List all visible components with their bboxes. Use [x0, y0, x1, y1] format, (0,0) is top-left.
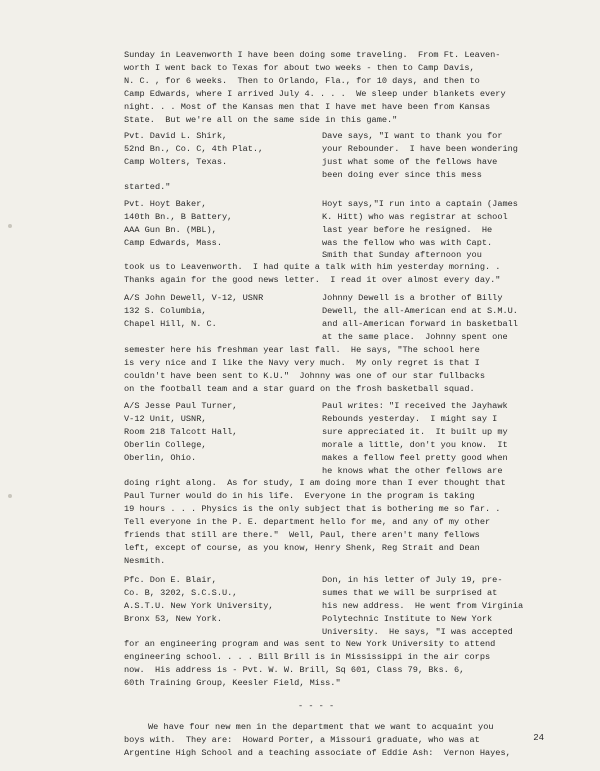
text-line: We have four new men in the department that we want to acquaint you [148, 722, 494, 732]
quote-line: at the same place. Johnny spent one [322, 332, 508, 342]
text-line: now. His address is - Pvt. W. W. Brill, Sq 601, Class 79, Bks. 6, [124, 665, 465, 675]
address-line: A/S Jesse Paul Turner, [124, 401, 238, 411]
text-line: State. But we're all on the same side in this game." [124, 115, 398, 125]
text-line: engineering school. . . . Bill Brill is in Mississippi in the air corps [124, 652, 491, 662]
page-number: 24 [533, 733, 544, 743]
quote-line: K. Hitt) who was registrar at school [322, 212, 508, 222]
text-line: boys with. They are: Howard Porter, a Missouri graduate, who was at [124, 735, 480, 745]
address-line: Camp Wolters, Texas. [124, 157, 228, 167]
text-line: for an engineering program and was sent to New York University to attend [124, 639, 496, 649]
quote-line: Hoyt says,"I run into a captain (James [322, 199, 518, 209]
quote-line: Paul writes: "I received the Jayhawk [322, 401, 508, 411]
quote-line: University. He says, "I was accepted [322, 627, 513, 637]
address-line: Room 218 Talcott Hall, [124, 427, 238, 437]
text-line: Argentine High School and a teaching associate of Eddie Ash: Vernon Hayes, [124, 748, 511, 758]
quote-line: morale a little, don't you know. It [322, 440, 508, 450]
address-line: Oberlin College, [124, 440, 207, 450]
text-line: couldn't have been sent to K.U." Johnny was one of our star fullbacks [124, 371, 485, 381]
quote-line: and all-American forward in basketball [322, 319, 518, 329]
text-line: left, except of course, as you know, Henry Shenk, Reg Strait and Dean [124, 543, 480, 553]
quote-line: just what some of the fellows have [322, 157, 498, 167]
text-line: N. C. , for 6 weeks. Then to Orlando, Fla., for 10 days, and then to [124, 76, 480, 86]
address-line: Oberlin, Ohio. [124, 453, 197, 463]
quote-line: Polytechnic Institute to New York [322, 614, 493, 624]
text-line: Tell everyone in the P. E. department hello for me, and any of my other [124, 517, 491, 527]
section-separator: - - - - [298, 701, 335, 711]
text-line: semester here his freshman year last fall. He says, "The school here [124, 345, 480, 355]
text-line: Nesmith. [124, 556, 166, 566]
address-line: AAA Gun Bn. (MBL), [124, 225, 217, 235]
text-line: on the football team and a star guard on the frosh basketball squad. [124, 384, 475, 394]
quote-line: Smith that Sunday afternoon you [322, 250, 482, 260]
text-line: is very nice and I like the Navy very much. My only regret is that I [124, 358, 480, 368]
text-line: 60th Training Group, Keesler Field, Miss." [124, 678, 341, 688]
quote-line: been doing ever since this mess [322, 170, 482, 180]
quote-line: Don, in his letter of July 19, pre- [322, 575, 503, 585]
address-line: Bronx 53, New York. [124, 614, 222, 624]
quote-line: sure appreciated it. It built up my [322, 427, 508, 437]
address-line: Pfc. Don E. Blair, [124, 575, 217, 585]
quote-line: his new address. He went from Virginia [322, 601, 524, 611]
text-line: worth I went back to Texas for about two weeks - then to Camp Davis, [124, 63, 475, 73]
text-line: Sunday in Leavenworth I have been doing some traveling. From Ft. Leaven- [124, 50, 501, 60]
text-line: Paul Turner would do in his life. Everyone in the program is taking [124, 491, 475, 501]
text-line: 19 hours . . . Physics is the only subject that is bothering me so far. . [124, 504, 501, 514]
text-line: doing right along. As for study, I am doing more than I ever thought that [124, 478, 506, 488]
quote-line: Dave says, "I want to thank you for [322, 131, 503, 141]
quote-line: he knows what the other fellows are [322, 466, 503, 476]
quote-line: sumes that we will be surprised at [322, 588, 498, 598]
text-line: Camp Edwards, where I arrived July 4. . . . We sleep under blankets every [124, 89, 506, 99]
quote-line: last year before he resigned. He [322, 225, 493, 235]
quote-line: Johnny Dewell is a brother of Billy [322, 293, 503, 303]
address-line: Chapel Hill, N. C. [124, 319, 217, 329]
address-line: A.S.T.U. New York University, [124, 601, 274, 611]
quote-line: Dewell, the all-American end at S.M.U. [322, 306, 518, 316]
quote-line: makes a fellow feel pretty good when [322, 453, 508, 463]
address-line: Co. B, 3202, S.C.S.U., [124, 588, 238, 598]
address-line: 140th Bn., B Battery, [124, 212, 233, 222]
address-line: V-12 Unit, USNR, [124, 414, 207, 424]
quote-line: your Rebounder. I have been wondering [322, 144, 518, 154]
text-line: Thanks again for the good news letter. I read it over almost every day." [124, 275, 501, 285]
address-line: A/S John Dewell, V-12, USNR [124, 293, 264, 303]
address-line: Pvt. David L. Shirk, [124, 131, 228, 141]
address-line: 52nd Bn., Co. C, 4th Plat., [124, 144, 264, 154]
punch-hole-mark [8, 224, 12, 228]
quote-line: was the fellow who was with Capt. [322, 238, 493, 248]
text-line: took us to Leavenworth. I had quite a talk with him yesterday morning. . [124, 262, 501, 272]
address-line: 132 S. Columbia, [124, 306, 207, 316]
text-line: night. . . Most of the Kansas men that I have met have been from Kansas [124, 102, 491, 112]
address-line: Pvt. Hoyt Baker, [124, 199, 207, 209]
text-line: friends that still are there." Well, Paul, there aren't many fellows [124, 530, 480, 540]
text-line: started." [124, 182, 171, 192]
quote-line: Rebounds yesterday. I might say I [322, 414, 498, 424]
punch-hole-mark [8, 494, 12, 498]
address-line: Camp Edwards, Mass. [124, 238, 222, 248]
